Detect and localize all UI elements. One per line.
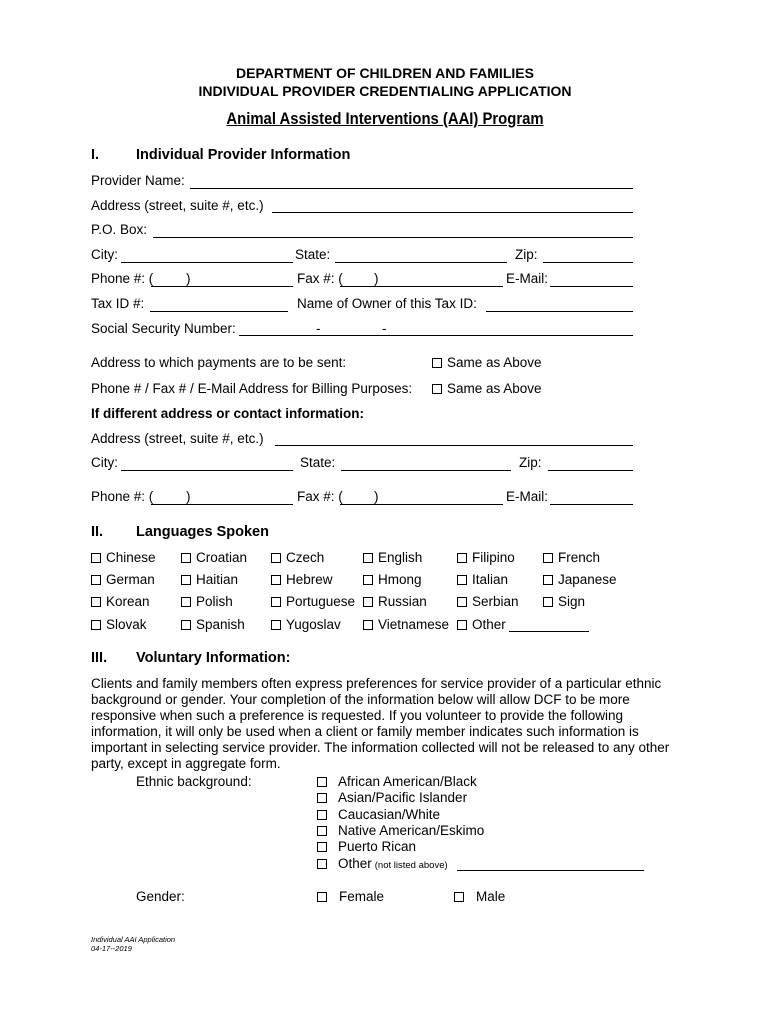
billing-same-as-above[interactable] — [432, 381, 542, 396]
alt-city-label: City: — [91, 455, 118, 470]
billing-label: Phone # / Fax # / E-Mail Address for Billing Purposes: — [91, 381, 413, 396]
gender-female-option[interactable] — [317, 889, 384, 904]
ethnic-option[interactable] — [317, 823, 484, 838]
language-label: Slovak — [106, 617, 147, 632]
language-label: Korean — [106, 594, 150, 609]
ethnic-option-label: African American/Black — [338, 774, 477, 789]
language-option-spanish[interactable] — [181, 617, 245, 632]
ssn-dash-1: - — [316, 321, 321, 336]
provider-name-field[interactable] — [190, 188, 633, 189]
state-label: State: — [295, 247, 331, 262]
alt-phone-field[interactable] — [151, 504, 293, 505]
checkbox-icon[interactable] — [317, 810, 327, 820]
language-option-korean[interactable] — [91, 594, 150, 609]
checkbox-icon[interactable] — [317, 842, 327, 852]
alt-fax-field[interactable] — [340, 504, 503, 505]
language-option-french[interactable] — [543, 550, 600, 565]
language-option-chinese[interactable] — [91, 550, 156, 565]
language-option-croatian[interactable] — [181, 550, 247, 565]
phone-field[interactable] — [151, 286, 293, 287]
language-label: Haitian — [196, 572, 239, 587]
checkbox-icon[interactable] — [181, 575, 191, 585]
ethnic-option[interactable] — [317, 774, 477, 789]
language-option-hmong[interactable] — [363, 572, 422, 587]
language-label: French — [558, 550, 601, 565]
fax-paren-close: ) — [374, 271, 379, 286]
checkbox-icon[interactable] — [91, 597, 101, 607]
ssn-label: Social Security Number: — [91, 321, 236, 336]
checkbox-icon[interactable] — [181, 553, 191, 563]
zip-field[interactable] — [543, 262, 633, 263]
checkbox-icon[interactable] — [457, 597, 467, 607]
checkbox-icon[interactable] — [543, 597, 553, 607]
language-label: English — [378, 550, 423, 565]
checkbox-icon[interactable] — [457, 575, 467, 585]
section-1-title: Individual Provider Information — [136, 147, 351, 163]
checkbox-icon[interactable] — [181, 620, 191, 630]
language-label: Japanese — [558, 572, 617, 587]
alt-address-field[interactable] — [275, 445, 633, 446]
payments-same-as-above[interactable] — [432, 355, 542, 370]
owner-tax-label: Name of Owner of this Tax ID: — [297, 296, 477, 311]
checkbox-icon[interactable] — [317, 859, 327, 869]
language-label: German — [106, 572, 155, 587]
footer-form-name: Individual AAI Application — [91, 935, 176, 944]
language-label: Yugoslav — [286, 617, 341, 632]
department-title: DEPARTMENT OF CHILDREN AND FAMILIES — [236, 65, 534, 81]
alt-city-field[interactable] — [121, 470, 293, 471]
checkbox-icon[interactable] — [91, 575, 101, 585]
language-label: Portuguese — [286, 594, 356, 609]
section-2-number: II. — [91, 524, 104, 540]
language-label: Czech — [286, 550, 325, 565]
checkbox-icon[interactable] — [317, 793, 327, 803]
checkbox-icon[interactable] — [317, 777, 327, 787]
gender-male-label: Male — [476, 889, 506, 904]
program-title: Animal Assisted Interventions (AAI) Program — [226, 110, 544, 128]
alt-address-label: Address (street, suite #, etc.) — [91, 431, 264, 446]
alt-zip-field[interactable] — [548, 470, 633, 471]
same-as-above-label: Same as Above — [447, 381, 542, 396]
ethnic-option-label: Native American/Eskimo — [338, 822, 485, 838]
section-3-number: III. — [91, 650, 108, 666]
language-label: Italian — [472, 572, 509, 587]
language-option-japanese[interactable] — [543, 572, 617, 587]
language-label: Filipino — [472, 550, 515, 565]
application-title: INDIVIDUAL PROVIDER CREDENTIALING APPLICATION — [198, 83, 572, 99]
language-option-czech[interactable] — [271, 550, 324, 565]
checkbox-icon[interactable] — [271, 553, 281, 563]
owner-tax-field[interactable] — [486, 311, 633, 312]
checkbox-icon[interactable] — [271, 620, 281, 630]
provider-name-label: Provider Name: — [91, 173, 185, 188]
alt-fax-label: Fax #: ( — [297, 489, 343, 504]
ethnic-option[interactable] — [317, 807, 440, 822]
alt-zip-label: Zip: — [519, 455, 542, 470]
language-option-portuguese[interactable] — [271, 594, 355, 609]
ethnic-option-label: Puerto Rican — [338, 839, 417, 855]
language-option-hebrew[interactable] — [271, 572, 333, 587]
language-label: Spanish — [196, 617, 245, 632]
checkbox-icon[interactable] — [457, 553, 467, 563]
section-2-title: Languages Spoken — [136, 524, 269, 540]
address-label: Address (street, suite #, etc.) — [91, 198, 264, 213]
email-label: E-Mail: — [506, 271, 549, 286]
other-note: (not listed above) — [374, 859, 448, 871]
language-label: Hmong — [378, 572, 422, 587]
email-field[interactable] — [550, 286, 633, 287]
checkbox-icon[interactable] — [271, 597, 281, 607]
language-option-german[interactable] — [91, 572, 155, 587]
fax-label: Fax #: ( — [297, 271, 343, 286]
ethnic-other-field[interactable] — [457, 870, 644, 871]
checkbox-icon[interactable] — [363, 553, 373, 563]
phone-paren-close: ) — [186, 271, 191, 286]
language-option-italian[interactable] — [457, 572, 508, 587]
ethnic-option-label: Caucasian/White — [338, 806, 441, 822]
city-field[interactable] — [121, 262, 293, 263]
alt-phone-paren-close: ) — [186, 489, 191, 504]
payments-address-label: Address to which payments are to be sent: — [91, 355, 347, 370]
language-option-serbian[interactable] — [457, 594, 519, 609]
footer-date: 04-17--2019 — [91, 944, 132, 953]
language-option-other[interactable] — [457, 617, 506, 632]
gender-male-option[interactable] — [454, 889, 505, 904]
language-option-polish[interactable] — [181, 594, 233, 609]
checkbox-icon[interactable] — [432, 384, 442, 394]
voluntary-paragraph: Clients and family members often express preferences for service provider of a particular ethnic background or gender. Your completion of the information below will allow DCF to be more responsive when such a preference is requested. If you volunteer to provide the following information, it will only be used when a client or family member indicates such information is important in selecting service provider. The information collected will not be released to any other party, except in aggregate form. — [91, 676, 670, 771]
language-label: Polish — [196, 594, 233, 609]
language-option-slovak[interactable] — [91, 617, 147, 632]
language-option-yugoslav[interactable] — [271, 617, 341, 632]
city-label: City: — [91, 247, 118, 262]
po-box-field[interactable] — [153, 237, 633, 238]
checkbox-icon[interactable] — [363, 620, 373, 630]
language-label: Serbian — [472, 594, 519, 609]
language-label: Other — [472, 617, 506, 632]
checkbox-icon[interactable] — [271, 575, 281, 585]
tax-id-field[interactable] — [150, 311, 288, 312]
language-option-sign[interactable] — [543, 594, 585, 609]
checkbox-icon[interactable] — [432, 358, 442, 368]
checkbox-icon[interactable] — [317, 892, 327, 902]
checkbox-icon[interactable] — [543, 553, 553, 563]
if-different-heading: If different address or contact information: — [91, 406, 365, 421]
checkbox-icon[interactable] — [317, 826, 327, 836]
language-label: Sign — [558, 594, 586, 609]
language-option-russian[interactable] — [363, 594, 427, 609]
checkbox-icon[interactable] — [454, 892, 464, 902]
alt-state-field[interactable] — [341, 470, 511, 471]
address-field[interactable] — [272, 212, 633, 213]
checkbox-icon[interactable] — [363, 575, 373, 585]
gender-label: Gender: — [136, 889, 185, 904]
ethnic-label: Ethnic background: — [136, 774, 252, 789]
same-as-above-label: Same as Above — [447, 355, 542, 370]
alt-email-field[interactable] — [550, 504, 633, 505]
checkbox-icon[interactable] — [91, 553, 101, 563]
alt-state-label: State: — [300, 455, 336, 470]
language-label: Chinese — [106, 550, 156, 565]
zip-label: Zip: — [515, 247, 538, 262]
section-1-number: I. — [91, 147, 100, 163]
alt-email-label: E-Mail: — [506, 489, 549, 504]
alt-phone-label: Phone #: ( — [91, 489, 154, 504]
ssn-dash-2: - — [382, 321, 387, 336]
language-label: Russian — [378, 594, 427, 609]
language-option-filipino[interactable] — [457, 550, 515, 565]
state-field[interactable] — [335, 262, 507, 263]
ssn-field[interactable] — [239, 335, 633, 336]
other-language-field[interactable] — [509, 631, 589, 632]
language-label: Vietnamese — [378, 617, 450, 632]
ethnic-option-label: Other — [338, 855, 372, 871]
checkbox-icon[interactable] — [91, 620, 101, 630]
ethnic-option[interactable] — [317, 856, 448, 871]
ethnic-option[interactable] — [317, 839, 416, 854]
po-box-label: P.O. Box: — [91, 222, 148, 237]
language-label: Hebrew — [286, 572, 333, 587]
language-label: Croatian — [196, 550, 248, 565]
language-option-vietnamese[interactable] — [363, 617, 449, 632]
phone-label: Phone #: ( — [91, 271, 154, 286]
gender-female-label: Female — [339, 889, 385, 904]
ethnic-option-label: Asian/Pacific Islander — [338, 790, 468, 806]
tax-id-label: Tax ID #: — [91, 296, 145, 311]
checkbox-icon[interactable] — [363, 597, 373, 607]
checkbox-icon[interactable] — [457, 620, 467, 630]
language-option-english[interactable] — [363, 550, 422, 565]
alt-fax-paren-close: ) — [374, 489, 379, 504]
section-3-title: Voluntary Information: — [136, 650, 291, 666]
fax-field[interactable] — [340, 286, 503, 287]
checkbox-icon[interactable] — [543, 575, 553, 585]
ethnic-option[interactable] — [317, 790, 467, 805]
checkbox-icon[interactable] — [181, 597, 191, 607]
language-option-haitian[interactable] — [181, 572, 238, 587]
